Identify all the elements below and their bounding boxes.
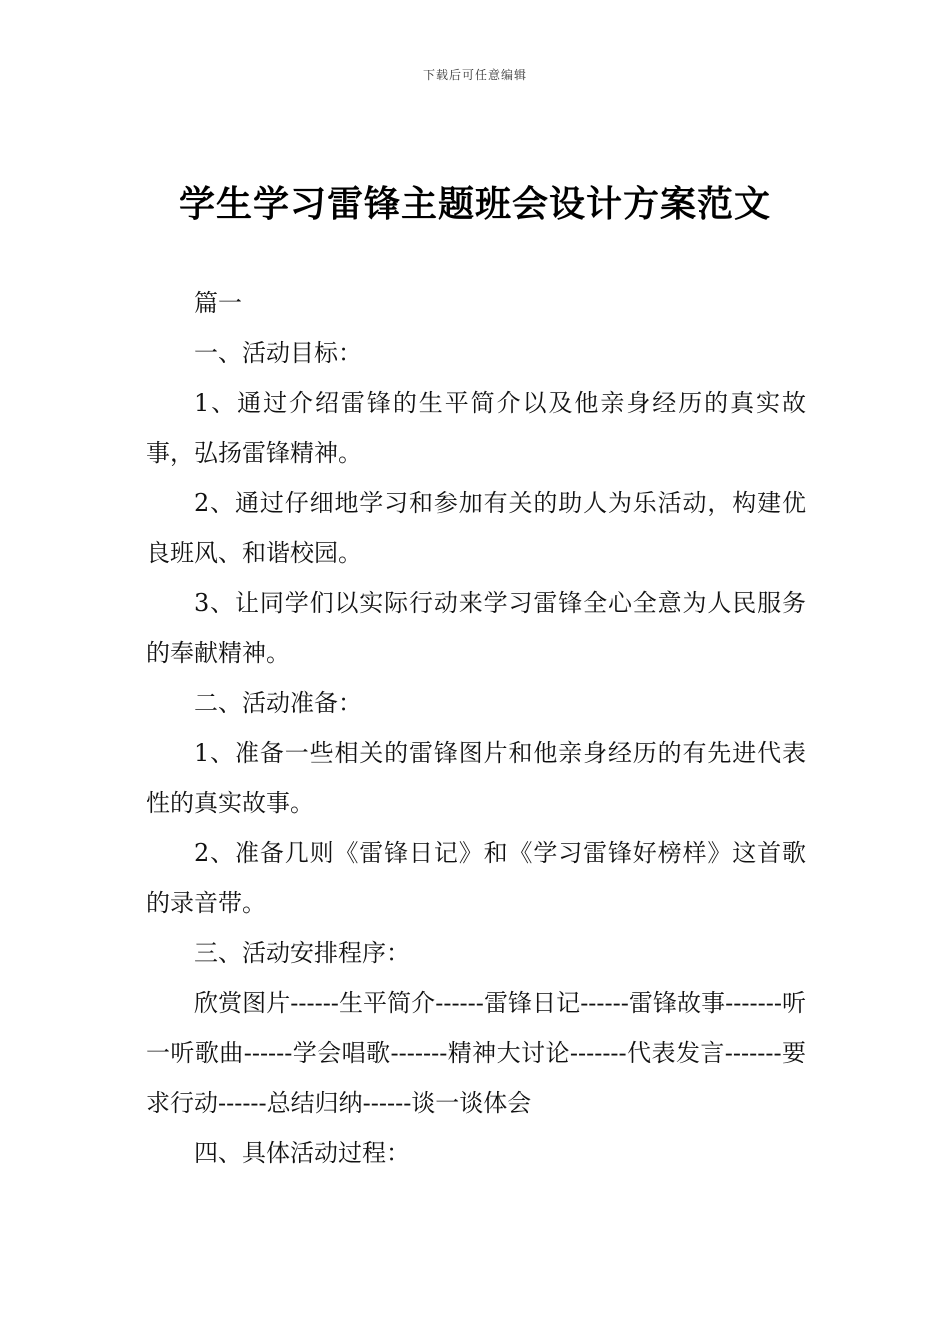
- prep-item-2: 2、准备几则《雷锋日记》和《学习雷锋好榜样》这首歌的录音带。: [146, 839, 806, 917]
- section-label: 篇一: [194, 289, 242, 317]
- heading-schedule: 三、活动安排程序：: [194, 939, 410, 967]
- goal-item-2: 2、通过仔细地学习和参加有关的助人为乐活动，构建优良班风、和谐校园。: [146, 489, 806, 567]
- prep-item-1: 1、准备一些相关的雷锋图片和他亲身经历的有先进代表性的真实故事。: [146, 739, 806, 817]
- document-title: 学生学习雷锋主题班会设计方案范文: [178, 184, 771, 225]
- schedule-flow: 欣赏图片------生平简介------雷锋日记------雷锋故事-------听一听歌曲------学会唱歌-------精神大讨论-------代表发言-------要求行动------总结归纳------谈一谈体会: [146, 989, 806, 1117]
- heading-goals: 一、活动目标：: [194, 339, 362, 367]
- goal-item-3: 3、让同学们以实际行动来学习雷锋全心全意为人民服务的奉献精神。: [146, 589, 806, 667]
- header-note: 下载后可任意编辑: [422, 68, 527, 82]
- goal-item-1: 1、通过介绍雷锋的生平简介以及他亲身经历的真实故事，弘扬雷锋精神。: [146, 389, 806, 467]
- heading-process: 四、具体活动过程：: [194, 1139, 410, 1167]
- document-body: [146, 278, 806, 1178]
- heading-preparation: 二、活动准备：: [194, 689, 362, 717]
